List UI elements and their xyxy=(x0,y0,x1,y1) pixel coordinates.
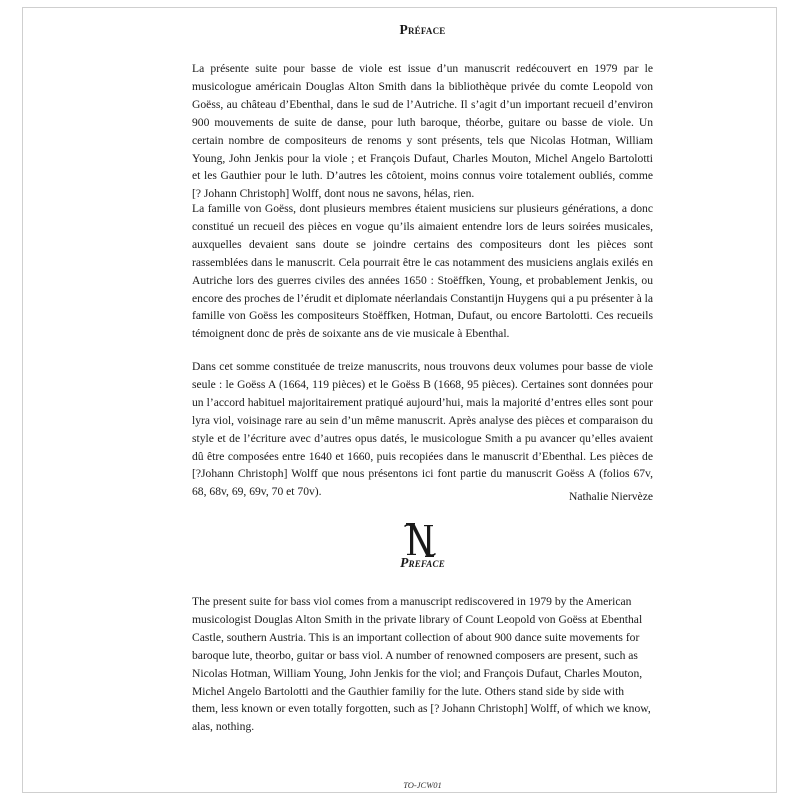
english-title: Preface xyxy=(400,555,445,570)
catalog-code: TO-JCW01 xyxy=(403,780,442,790)
french-paragraph-1: La présente suite pour basse de viole est issue d’un manuscrit redécouvert en 1979 par le musicologue américain Douglas Alton Smith dans la bibliothèque privée du comte Leopold von Goëss, au château d’Ebenthal, dans le sud de l’Autriche. Il s’agit d’un important recueil d’environ 900 mouvements de suite de danse, pour luth baroque, théorbe, guitare ou basse de viole. Un certain nombre de compositeurs de renoms y sont présents, tels que Nicolas Hotman, William Young, John Jenkis pour la viole ; et François Dufaut, Charles Mouton, Michel Angelo Bartolotti et les Gauthier pour le luth. D’autres les côtoient, moins connus voire totalement oubliés, comme [? Johann Christoph] Wolff, dont nous ne savons, hélas, rien. xyxy=(192,62,653,201)
english-paragraph-1: The present suite for bass viol comes from a manuscript rediscovered in 1979 by the American musicologist Douglas Alton Smith in the private library of Count Leopold von Goëss at Ebenthal Castle, southern Austria. This is an important collection of about 900 dance suite movements for baroque lute, theorbo, guitar or bass viol. A number of renowned composers are present, such as Nicolas Hotman, William Young, John Jenkis for the viol; and François Dufaut, Charles Mouton, Michel Angelo Bartolotti and the Gauthier familiy for the lute. Others stand side by side with them, less known or even totally forgotten, such as [? Johann Christoph] Wolff, of which we know, alas, nothing. xyxy=(192,595,651,734)
french-paragraph-3: Dans cet somme constituée de treize manuscrits, nous trouvons deux volumes pour basse de viole seule : le Goëss A (1664, 119 pièces) et le Goëss B (1668, 95 pièces). Certaines sont données pour un l’accord habituel majoritairement pratiqué aujourd’hui, mais la majorité d’entres elles sont pour lyra viol, voisinage rare au sein d’un même manuscrit. Après analyse des pièces et comparaison du style et de l’écriture avec d’autres opus datés, le musicologue Smith a pu avancer qu’elles avaient dû être composées entre 1640 et 1660, puis recopiées dans le manuscrit d’Ebenthal. Les pièces de [?Johann Christoph] Wolff que nous présentons ici font partie du manuscrit Goëss A (folios 67v, 68, 68v, 69, 69v, 70 et 70v). xyxy=(192,360,653,499)
document-page xyxy=(22,7,777,793)
french-paragraph-2: La famille von Goëss, dont plusieurs membres étaient musiciens sur plusieurs générations, a donc constitué un recueil des pièces en vogue qu’ils aimaient entendre lors de leurs soirées musicales, auxquelles devaient sans doute se joindre certains des compositeurs dont les pièces sont rassemblées dans le manuscrit. Cela pourrait être le cas notamment des musiciens anglais exilés en Autriche lors des guerres civiles des années 1650 : Stoëffken, Young, et probablement Jenkis, ou encore des proches de l’érudit et diplomate néerlandais Constantijn Huygens qui a pu présenter à la famille von Goëss les compositeurs Stoëffken, Hotman, Dufaut, ou encore Bartolotti. Ces recueils témoignent donc de près de soixante ans de vie musicale à Ebenthal. xyxy=(192,202,653,341)
author-signature: Nathalie Niervèze xyxy=(568,490,653,503)
nn-monogram-logo-icon xyxy=(398,521,444,559)
french-title: Préface xyxy=(399,22,446,37)
